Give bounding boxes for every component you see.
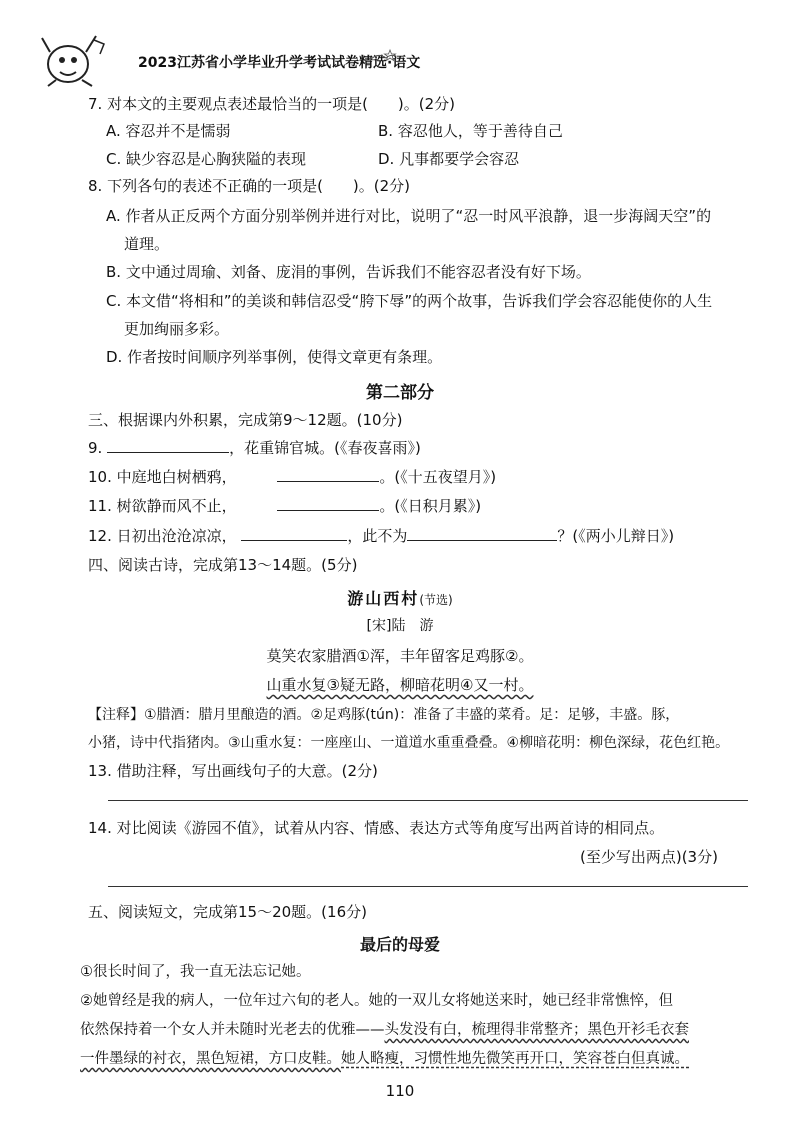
page-number: 110 (385, 1082, 415, 1100)
question-7: 7. 对本文的主要观点表述最恰当的一项是( )。(2分) (88, 95, 456, 113)
q10-answer-blank[interactable] (277, 467, 379, 482)
series-title: 2023江苏省小学毕业升学考试试卷精选·语文 (138, 55, 421, 71)
paragraph-2-line-1: ②她曾经是我的病人，一位年过六旬的老人。她的一双儿女将她送来时，她已经非常憔悴，但 (80, 993, 673, 1009)
p2-line-3-underlined: 一件墨绿的衬衣，黑色短裙，方口皮鞋。 (80, 1051, 341, 1067)
q12-source: ？(《两小儿辩日》) (557, 527, 675, 545)
q8-option-a: A. 作者从正反两个方面分别举例并进行对比，说明了“忍一时风平浪静，退一步海阔天空”的 (106, 207, 712, 225)
part-2-title: 第二部分 (366, 383, 434, 403)
q12-mid: ，此不为 (347, 527, 408, 545)
q7-option-d: D. 凡事都要学会容忍 (378, 150, 520, 168)
p2-line-2-underlined: 头发没有白，梳理得非常整齐；黑色开衫毛衣套 (384, 1022, 689, 1038)
q14-requirement: (至少写出两点)(3分) (580, 848, 718, 866)
q7-option-c: C. 缺少容忍是心胸狭隘的表现 (106, 150, 307, 168)
q10-source: 。(《十五夜望月》) (379, 468, 497, 486)
q8-option-c: C. 本文借“将相和”的美谈和韩信忍受“胯下辱”的两个故事，告诉我们学会容忍能使你的人生 (106, 292, 713, 310)
section-3-title: 三、根据课内外积累，完成第9～12题。(10分) (88, 411, 403, 429)
paragraph-1: ①很长时间了，我一直无法忘记她。 (80, 964, 311, 980)
question-10 (88, 467, 496, 487)
question-13: 13. 借助注释，写出画线句子的大意。(2分) (88, 762, 378, 780)
q8-option-a-cont: 道理。 (124, 235, 170, 253)
q10-text: 10. 中庭地白树栖鸦， (88, 468, 237, 486)
poem-author: [宋]陆 游 (366, 618, 434, 634)
q7-option-b: B. 容忍他人，等于善待自己 (378, 122, 563, 140)
q12-answer-blank-1[interactable] (241, 526, 347, 541)
poem-line-2 (0, 674, 800, 695)
q12-text: 12. 日初出沧沧凉凉， (88, 527, 237, 545)
poem-line-2-text: 山重水复③疑无路，柳暗花明④又一村。 (266, 676, 534, 694)
poem-excerpt-note: (节选) (419, 593, 453, 607)
question-8: 8. 下列各句的表述不正确的一项是( )。(2分) (88, 177, 411, 195)
paragraph-2-line-3 (80, 1047, 750, 1072)
q9-number: 9. (88, 439, 103, 457)
q9-text: ，花重锦官城。(《春夜喜雨》) (229, 439, 421, 457)
question-14: 14. 对比阅读《游园不值》，试着从内容、情感、表达方式等角度写出两首诗的相同点。 (88, 819, 665, 837)
p2-line-2-part-1: 依然保持着一个女人并未随时光老去的优雅—— (80, 1022, 385, 1038)
q11-source: 。(《日积月累》) (379, 497, 482, 515)
q11-text: 11. 树欲静而风不止， (88, 497, 237, 515)
q8-option-b: B. 文中通过周瑜、刘备、庞涓的事例，告诉我们不能容忍者没有好下场。 (106, 263, 591, 281)
q9-answer-blank[interactable] (107, 438, 229, 453)
q7-option-a: A. 容忍并不是懦弱 (106, 122, 231, 140)
cartoon-mascot-icon (38, 30, 110, 88)
q8-option-c-cont: 更加绚丽多彩。 (124, 320, 230, 338)
poem-line-1: 莫笑农家腊酒①浑，丰年留客足鸡豚②。 (266, 647, 534, 665)
q11-answer-blank[interactable] (277, 496, 379, 511)
q14-answer-line[interactable] (108, 886, 748, 887)
q12-answer-blank-2[interactable] (407, 526, 557, 541)
q13-answer-line[interactable] (108, 800, 748, 801)
star-icon (368, 48, 398, 66)
question-9 (88, 438, 421, 458)
poem-annotation-1: 【注释】①腊酒：腊月里酿造的酒。②足鸡豚(tún)：准备了丰盛的菜肴。足：足够，丰盛。豚， (88, 707, 680, 723)
poem-annotation-2: 小猪，诗中代指猪肉。③山重水复：一座座山、一道道水重重叠叠。④柳暗花明：柳色深绿，花色红艳。 (88, 735, 730, 751)
question-12 (88, 526, 674, 546)
section-4-title: 四、阅读古诗，完成第13～14题。(5分) (88, 556, 358, 574)
q8-option-d: D. 作者按时间顺序列举事例，使得文章更有条理。 (106, 348, 443, 366)
p2-line-3-dashed: 她人略瘦，习惯性地先微笑再开口，笑容苍白但真诚。 (341, 1051, 689, 1067)
question-11 (88, 496, 481, 516)
poem-title (0, 586, 800, 609)
section-5-title: 五、阅读短文，完成第15～20题。(16分) (88, 903, 367, 921)
page-header (38, 30, 758, 90)
poem-title-text: 游山西村 (347, 589, 420, 608)
paragraph-2-line-2 (80, 1018, 750, 1043)
article-title: 最后的母爱 (359, 935, 440, 954)
